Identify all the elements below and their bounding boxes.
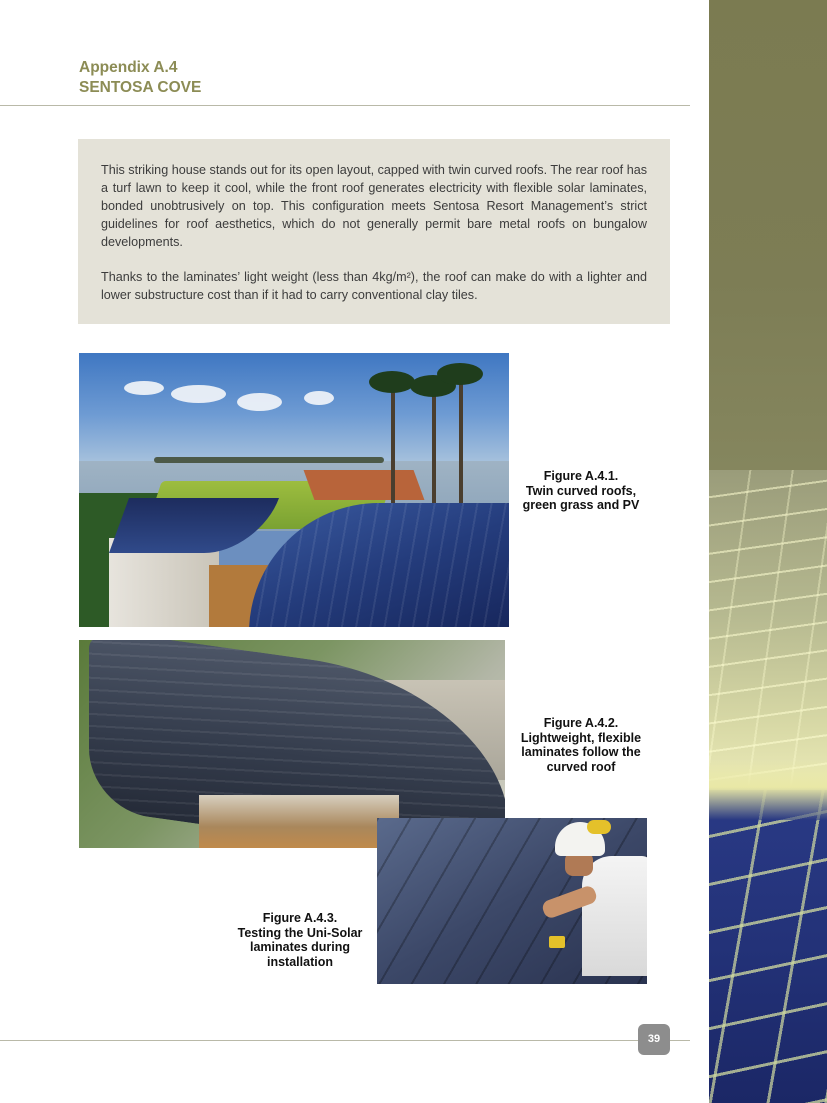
caption-line: curved roof xyxy=(546,759,616,774)
caption-line: Twin curved roofs, xyxy=(525,483,637,498)
intro-box xyxy=(78,139,670,324)
figure-number: Figure A.4.3. xyxy=(262,911,338,925)
caption-line: laminates during xyxy=(249,940,351,954)
intro-paragraph-1: This striking house stands out for its open layout, capped with twin curved roofs. The rear roof has a turf lawn to keep it cool, while the front roof generates electricity with flexible solar laminates, bonded unobtrusively on top. This configuration meets Sentosa Resort Management’s strict guidelines for roof aesthetics, which do not generally permit bare metal roofs on bungalow developments. xyxy=(101,163,647,249)
photo-flexible-laminates-roof xyxy=(79,640,505,848)
appendix-label: Appendix A.4 xyxy=(79,59,178,76)
figure-caption-1 xyxy=(511,469,651,513)
section-title: SENTOSA COVE xyxy=(79,79,202,96)
header-divider xyxy=(0,105,690,106)
olive-band-top xyxy=(709,0,827,470)
intro-paragraph-2: Thanks to the laminates’ light weight (less than 4kg/m²), the roof can make do with a lighter and lower substructure cost than if it had to carry conventional clay tiles. xyxy=(101,270,647,302)
caption-line: Lightweight, flexible xyxy=(520,730,642,745)
photo-twin-curved-roofs xyxy=(79,353,509,627)
solar-cells-light xyxy=(709,470,827,790)
photo-testing-laminates xyxy=(377,818,647,984)
caption-line: installation xyxy=(267,954,333,969)
decorative-solar-band xyxy=(709,0,827,1103)
figure-number: Figure A.4.2. xyxy=(543,716,619,730)
caption-line: green grass and PV xyxy=(522,498,640,512)
caption-line: Testing the Uni-Solar xyxy=(237,925,363,940)
figure-caption-2 xyxy=(511,716,651,774)
page-number-badge: 39 xyxy=(638,1024,670,1055)
solar-cells-dark xyxy=(709,790,827,1103)
figure-number: Figure A.4.1. xyxy=(543,469,619,483)
figure-caption-3 xyxy=(230,911,370,969)
caption-line: laminates follow the xyxy=(521,745,641,759)
footer-divider xyxy=(0,1040,690,1041)
